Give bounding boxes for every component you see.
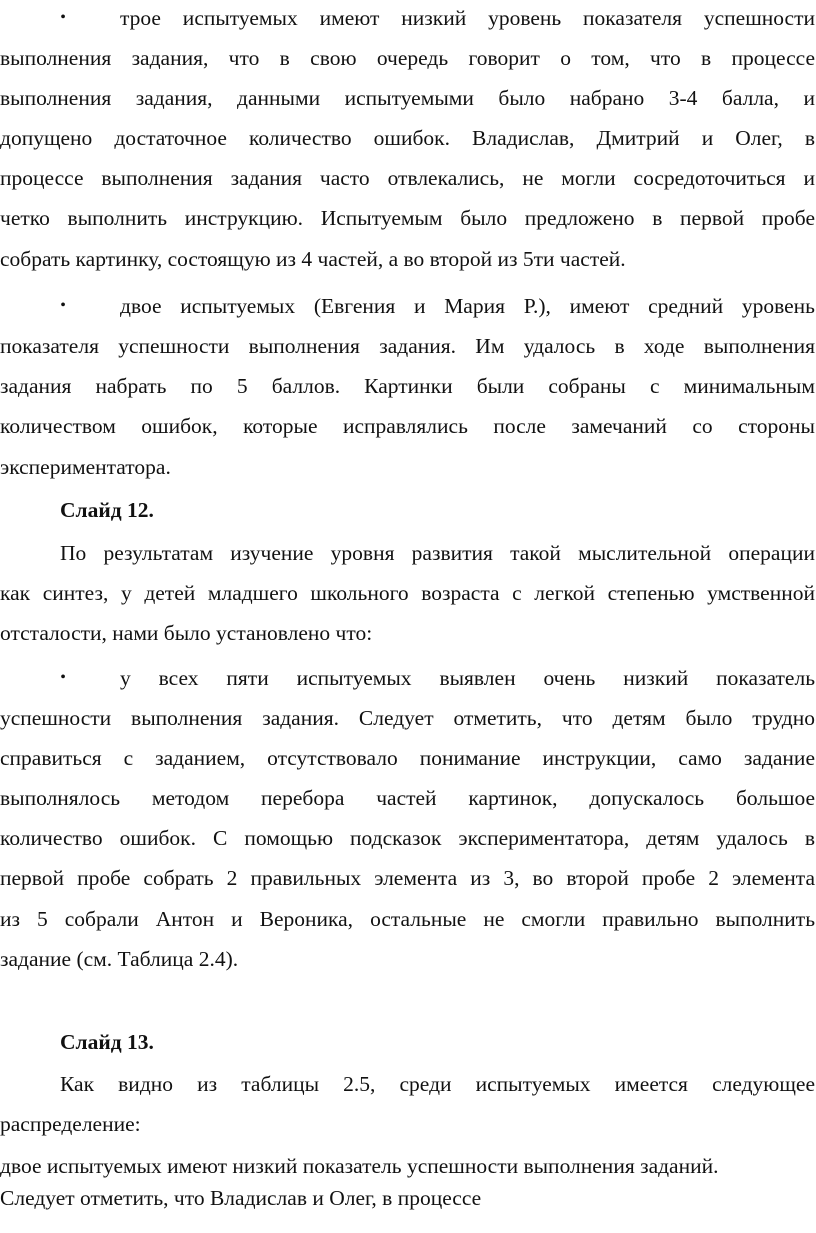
p4-line-8: задание (см. Таблица 2.4). <box>0 947 239 971</box>
p1-line-7: собрать картинку, состоящую из 4 частей, а во второй из 5ти частей. <box>0 247 626 271</box>
p3-line-3: отсталости, нами было установлено что: <box>0 621 373 645</box>
slide-12-heading: Слайд 12. <box>60 498 154 522</box>
p4-line-3: справиться с заданием, отсутствовало понимание инструкции, само задание <box>0 746 815 770</box>
p2-line-3: задания набрать по 5 баллов. Картинки были собраны с минимальным <box>0 374 815 398</box>
p6-line-2: Следует отметить, что Владислав и Олег, в процессе <box>0 1186 482 1210</box>
bullet-icon: • <box>60 9 66 26</box>
p1-line-1: трое испытуемых имеют низкий уровень показателя успешности <box>120 6 815 30</box>
p3-line-2: как синтез, у детей младшего школьного возраста с легкой степенью умственной <box>0 581 815 605</box>
p4-line-1: у всех пяти испытуемых выявлен очень низкий показатель <box>120 666 815 690</box>
p5-line-1: Как видно из таблицы 2.5, среди испытуемых имеется следующее <box>60 1072 815 1096</box>
p4-line-2: успешности выполнения задания. Следует отметить, что детям было трудно <box>0 706 815 730</box>
p5-line-2: распределение: <box>0 1112 141 1136</box>
p1-line-3: выполнения задания, данными испытуемыми было набрано 3-4 балла, и <box>0 86 815 110</box>
bullet-icon: • <box>60 297 66 314</box>
bullet-icon: • <box>60 669 66 686</box>
p2-line-4: количеством ошибок, которые исправлялись после замечаний со стороны <box>0 414 815 438</box>
p4-line-7: из 5 собрали Антон и Вероника, остальные не смогли правильно выполнить <box>0 907 815 931</box>
p1-line-6: четко выполнить инструкцию. Испытуемым было предложено в первой пробе <box>0 206 815 230</box>
p1-line-5: процессе выполнения задания часто отвлекались, не могли сосредоточиться и <box>0 166 815 190</box>
p6-line-1: двое испытуемых имеют низкий показатель успешности выполнения заданий. <box>0 1154 719 1178</box>
p3-line-1: По результатам изучение уровня развития такой мыслительной операции <box>60 541 815 565</box>
p2-line-5: экспериментатора. <box>0 455 171 479</box>
p1-line-4: допущено достаточное количество ошибок. Владислав, Дмитрий и Олег, в <box>0 126 815 150</box>
p4-line-5: количество ошибок. С помощью подсказок экспериментатора, детям удалось в <box>0 826 815 850</box>
p2-line-1: двое испытуемых (Евгения и Мария Р.), имеют средний уровень <box>120 294 815 318</box>
slide-13-heading: Слайд 13. <box>60 1030 154 1054</box>
p2-line-2: показателя успешности выполнения задания. Им удалось в ходе выполнения <box>0 334 815 358</box>
p1-line-2: выполнения задания, что в свою очередь говорит о том, что в процессе <box>0 46 815 70</box>
p4-line-6: первой пробе собрать 2 правильных элемента из 3, во второй пробе 2 элемента <box>0 866 815 890</box>
p4-line-4: выполнялось методом перебора частей картинок, допускалось большое <box>0 786 815 810</box>
